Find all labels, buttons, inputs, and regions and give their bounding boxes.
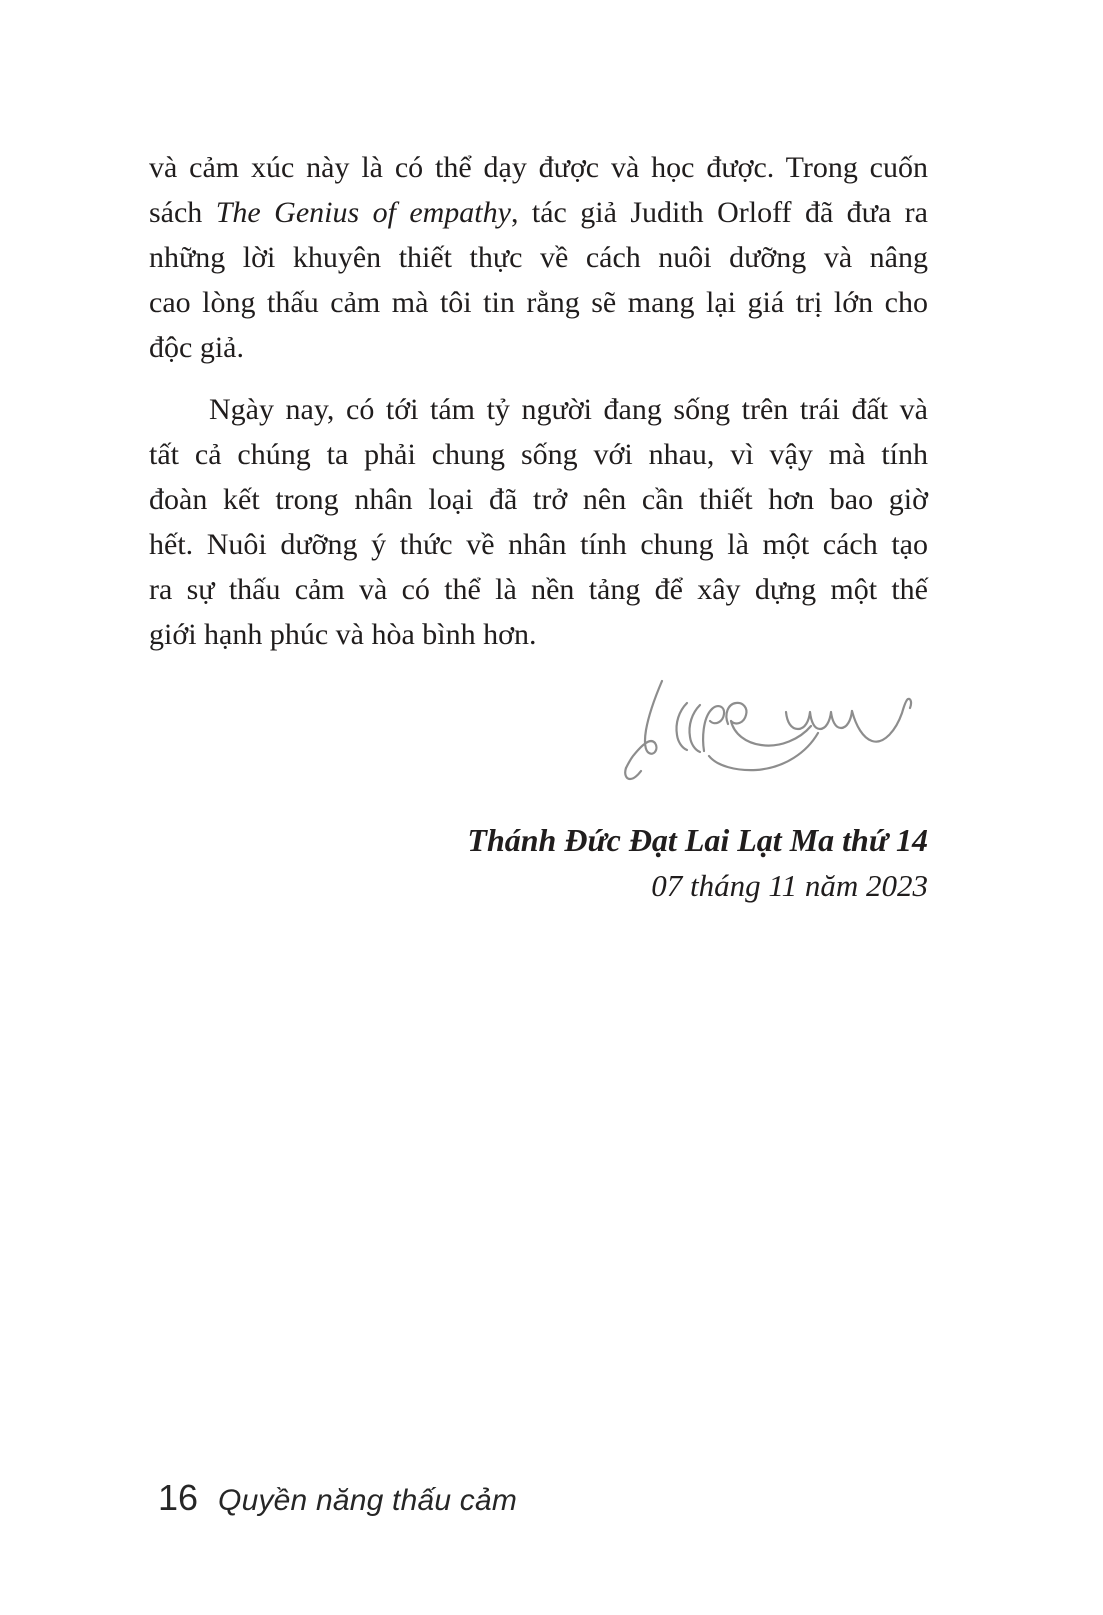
text-line: [149, 477, 928, 522]
text-line: [149, 432, 928, 477]
text-line: [149, 567, 928, 612]
text-line: [149, 522, 928, 567]
text-line: [149, 325, 928, 370]
text-line: [149, 235, 928, 280]
dalai-lama-signature-icon: [600, 650, 920, 790]
page-footer: [158, 1477, 517, 1519]
attribution-date: 07 tháng 11 năm 2023: [651, 868, 928, 903]
text-segment: đoàn kết trong nhân loại đã trở nên cần thiết hơn bao giờ: [149, 483, 928, 516]
page-number: 16: [158, 1477, 199, 1518]
text-segment: Ngày nay, có tới tám tỷ người đang sống trên trái đất và: [209, 393, 928, 426]
text-line: [149, 145, 928, 190]
book-title-italic: The Genius of empathy: [215, 196, 511, 229]
text-segment: ra sự thấu cảm và có thể là nền tảng để xây dựng một thế: [149, 573, 928, 606]
text-segment: và cảm xúc này là có thể dạy được và học được. Trong cuốn: [149, 151, 928, 184]
attribution-name: Thánh Đức Đạt Lai Lạt Ma thứ 14: [467, 822, 928, 858]
text-segment: sách: [149, 196, 216, 229]
text-segment: độc giả.: [149, 331, 244, 364]
text-segment: hết. Nuôi dưỡng ý thức về nhân tính chung là một cách tạo: [149, 528, 928, 561]
text-segment: cao lòng thấu cảm mà tôi tin rằng sẽ mang lại giá trị lớn cho: [149, 286, 928, 319]
body-text: [149, 145, 928, 657]
paragraph: [149, 387, 928, 657]
text-line: [149, 190, 928, 235]
text-line: [149, 387, 928, 432]
signature: [600, 650, 920, 790]
text-segment: những lời khuyên thiết thực về cách nuôi dưỡng và nâng: [149, 241, 928, 274]
attribution: [149, 818, 928, 908]
text-segment: giới hạnh phúc và hòa bình hơn.: [149, 618, 537, 651]
book-title: Quyền năng thấu cảm: [218, 1484, 518, 1517]
paragraph: [149, 145, 928, 370]
text-segment: tất cả chúng ta phải chung sống với nhau, vì vậy mà tính: [149, 438, 928, 471]
text-line: [149, 280, 928, 325]
text-segment: , tác giả Judith Orloff đã đưa ra: [510, 196, 928, 229]
